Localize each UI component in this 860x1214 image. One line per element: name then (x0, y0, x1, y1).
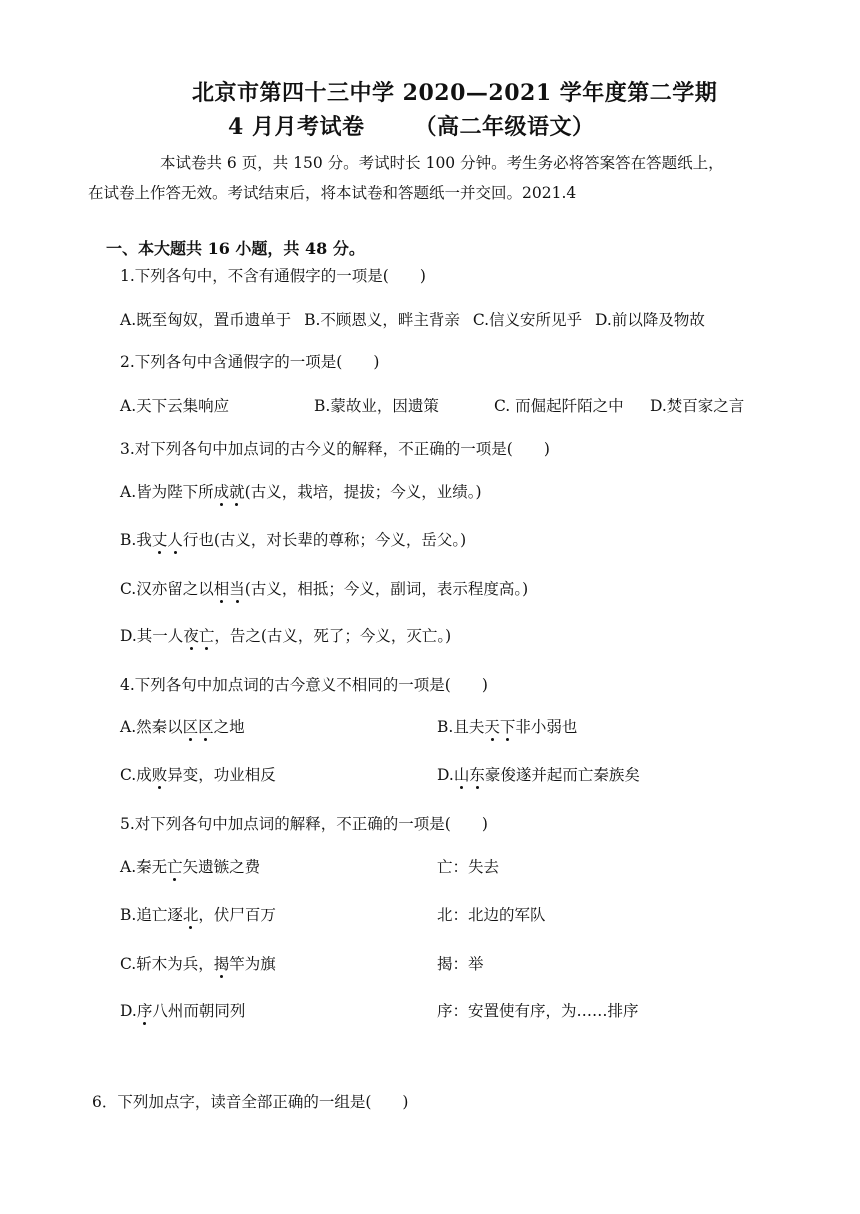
dotted-char: 下 (499, 718, 516, 736)
q5-b-rest: ，伏尸百万 (198, 906, 276, 924)
q3-d-explanation: ，告之(古义，死了；今义，灭亡。) (214, 627, 452, 645)
dotted-char: 区 (182, 718, 199, 736)
q2-option-d: D.焚百家之言 (650, 397, 745, 415)
instructions-line2: 在试卷上作答无效。考试结束后，将本试卷和答题纸一并交回。2021.4 (88, 184, 577, 202)
dotted-char: 就 (229, 483, 245, 501)
q3-d-dotted-word (183, 627, 214, 645)
question-1-options (120, 308, 705, 330)
section-heading: 一、本大题共 16 小题，共 48 分。 (106, 239, 365, 258)
q4-option-c (120, 763, 276, 785)
q4-b-rest: 非小弱也 (515, 718, 578, 736)
q5-a-text: A.秦无 (120, 858, 168, 876)
q3-a-text: A.皆为陛下所 (120, 483, 214, 501)
dotted-char: 北 (182, 906, 199, 924)
instructions-line1: 本试卷共 6 页，共 150 分。考试时长 100 分钟。考生务必将答案答在答题纸上， (160, 154, 724, 172)
dotted-char: 区 (198, 718, 214, 736)
q5-option-b (120, 903, 276, 925)
q4-b-text: B.且夫 (437, 718, 485, 736)
q3-b-dotted-word (152, 531, 183, 549)
exam-title-line2 (228, 110, 594, 141)
q1-option-d: D.前以降及物故 (595, 311, 705, 329)
q4-option-d (437, 763, 640, 785)
q3-a-dotted-word (214, 483, 245, 501)
q4-a-dotted-word (183, 718, 214, 736)
q5-c-dotted-word (214, 955, 230, 973)
dotted-char: 序 (136, 1002, 153, 1020)
dotted-char: 人 (167, 531, 183, 549)
dotted-char: 揭 (213, 955, 230, 973)
q3-b-explanation: 行也(古义，对长辈的尊称；今义，岳父。) (182, 531, 467, 549)
q4-option-a (120, 715, 245, 737)
q5-b-gloss: 北：北边的军队 (437, 906, 546, 924)
q2-option-a: A.天下云集响应 (120, 397, 230, 415)
q5-c-rest: 竿为旗 (229, 955, 276, 973)
dotted-char: 败 (151, 766, 168, 784)
q4-b-dotted-word (484, 718, 515, 736)
dotted-char: 亡 (198, 627, 215, 645)
dotted-char: 当 (229, 580, 245, 598)
q5-d-text: D. (120, 1002, 137, 1020)
question-4-stem: 4.下列各句中加点词的古今意义不相同的一项是( ) (120, 676, 488, 694)
q3-a-explanation: (古义，栽培，提拔；今义，业绩。) (244, 483, 482, 501)
dotted-char: 山 (453, 766, 470, 784)
dotted-char: 东 (469, 766, 485, 784)
q5-d-dotted-word (137, 1002, 153, 1020)
q4-c-text: C.成 (120, 766, 152, 784)
question-2-options (120, 394, 760, 416)
q5-b-dotted-word (183, 906, 199, 924)
dotted-char: 夜 (183, 627, 199, 645)
q5-option-a (120, 855, 260, 877)
dotted-char: 天 (484, 718, 500, 736)
q5-c-text: C.斩木为兵， (120, 955, 214, 973)
dotted-char: 亡 (167, 858, 183, 876)
dotted-char: 相 (213, 580, 230, 598)
q4-c-dotted-word (152, 766, 168, 784)
q3-option-b (120, 528, 466, 550)
question-1-stem: 1.下列各句中，不含有通假字的一项是( ) (120, 267, 426, 285)
exam-instructions (88, 148, 784, 208)
q5-a-rest: 矢遗镞之费 (182, 858, 261, 876)
q1-option-a: A.既至匈奴，置币遗单于 (120, 311, 292, 329)
exam-title-main: 4 月月考试卷 (228, 114, 365, 140)
q4-c-rest: 异变，功业相反 (167, 766, 276, 784)
q5-option-d (120, 999, 245, 1021)
dotted-char: 丈 (151, 531, 168, 549)
q3-c-dotted-word (214, 580, 245, 598)
question-3-stem: 3.对下列各句中加点词的古今义的解释，不正确的一项是( ) (120, 440, 550, 458)
q5-d-rest: 八州而朝同列 (152, 1002, 246, 1020)
q3-c-explanation: (古义，相抵；今义，副词，表示程度高。) (244, 580, 529, 598)
q5-b-text: B.追亡逐 (120, 906, 183, 924)
q4-d-text: D. (437, 766, 454, 784)
q4-d-rest: 豪俊遂并起而亡秦族矣 (484, 766, 640, 784)
q5-a-gloss: 亡：失去 (437, 858, 500, 876)
question-2-stem: 2.下列各句中含通假字的一项是( ) (120, 353, 380, 371)
q5-a-dotted-word (167, 858, 183, 876)
q2-option-c: C. 而倔起阡陌之中 (494, 397, 624, 415)
q4-a-rest: 之地 (213, 718, 245, 736)
q3-c-text: C.汉亦留之以 (120, 580, 214, 598)
q5-d-gloss: 序：安置使有序，为……排序 (437, 1002, 639, 1020)
q2-option-b: B.蒙故业，因遗策 (314, 397, 439, 415)
q3-d-text: D.其一人 (120, 627, 184, 645)
q5-option-c (120, 952, 276, 974)
question-6-stem: 6．下列加点字，读音全部正确的一组是( ) (92, 1093, 409, 1111)
q1-option-c: C.信义安所见乎 (472, 311, 583, 329)
q3-option-c (120, 577, 528, 599)
q1-option-b: B.不顾恩义，畔主背亲 (304, 311, 460, 329)
q3-b-text: B.我 (120, 531, 152, 549)
question-5-stem: 5.对下列各句中加点词的解释，不正确的一项是( ) (120, 815, 488, 833)
q4-d-dotted-word (454, 766, 485, 784)
q4-option-b (437, 715, 577, 737)
exam-title-line1: 北京市第四十三中学 2020—2021 学年度第二学期 (192, 80, 718, 106)
q3-option-a (120, 480, 482, 502)
q4-a-text: A.然秦以 (120, 718, 183, 736)
dotted-char: 成 (213, 483, 230, 501)
exam-title-grade: （高二年级语文） (414, 114, 595, 140)
q3-option-d (120, 624, 451, 646)
q5-c-gloss: 揭：举 (437, 955, 484, 973)
